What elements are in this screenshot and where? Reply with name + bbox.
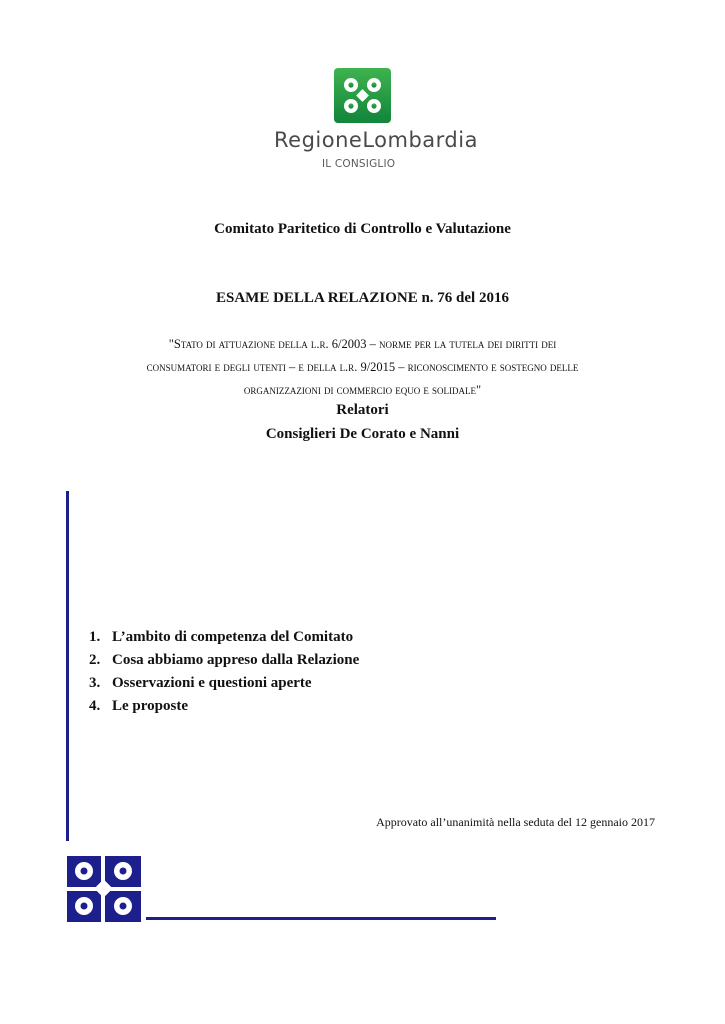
toc-item: [89, 627, 359, 650]
toc-item-label: L’ambito di competenza del Comitato: [112, 629, 354, 645]
relatori-names: Consiglieri De Corato e Nanni: [265, 426, 460, 442]
toc-item-number: 3.: [89, 675, 101, 691]
toc-item-label: Le proposte: [112, 698, 188, 714]
subject-line: "Stato di attuazione della l.r. 6/2003 – norme per la tutela dei diritti dei: [168, 337, 557, 351]
footer-rule: [146, 917, 496, 920]
toc-item-number: 2.: [89, 652, 101, 668]
regione-lombardia-logo-icon: [334, 68, 391, 123]
side-accent-bar: [66, 491, 69, 841]
approval-note: Approvato all’unanimità nella seduta del 12 gennaio 2017: [376, 815, 655, 829]
committee-title: Comitato Paritetico di Controllo e Valutazione: [214, 221, 511, 237]
exam-title: ESAME DELLA RELAZIONE n. 76 del 2016: [216, 290, 509, 306]
subject-line: consumatori e degli utenti – e della l.r. 9/2015 – riconoscimento e sostegno delle: [146, 360, 579, 374]
toc-item: [89, 650, 359, 673]
report-subject: [60, 333, 665, 402]
toc-item-label: Osservazioni e questioni aperte: [112, 675, 312, 691]
table-of-contents: [89, 627, 359, 719]
brand-name: RegioneLombardia: [274, 128, 478, 152]
toc-item: [89, 696, 359, 719]
toc-item-number: 1.: [89, 629, 101, 645]
brand-subtitle: IL CONSIGLIO: [322, 158, 396, 170]
relatori-label: Relatori: [336, 402, 389, 418]
toc-item-number: 4.: [89, 698, 101, 714]
toc-item: [89, 673, 359, 696]
toc-item-label: Cosa abbiamo appreso dalla Relazione: [112, 652, 360, 668]
subject-line: organizzazioni di commercio equo e solidale": [243, 383, 482, 397]
footer-emblem-icon: [67, 856, 141, 922]
